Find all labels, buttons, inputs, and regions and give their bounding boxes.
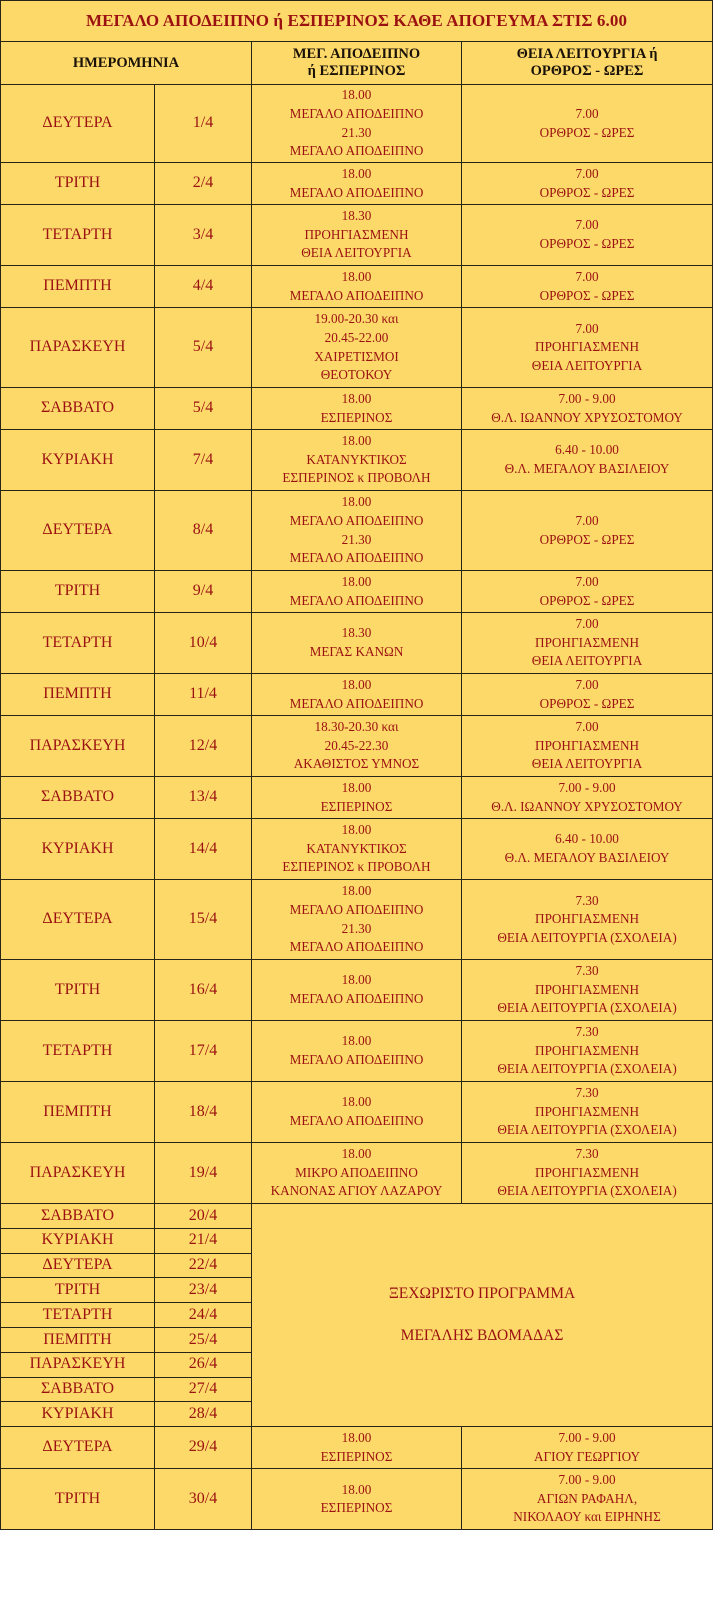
morning-cell-line: ΟΡΘΡΟΣ - ΩΡΕΣ	[539, 531, 635, 547]
evening-cell-line: ΜΕΓΑΛΟ ΑΠΟΔΕΙΠΝΟ	[289, 695, 424, 711]
date-cell: 27/4	[155, 1377, 252, 1402]
morning-cell-line: ΠΡΟΗΓΙΑΣΜΕΝΗ	[535, 1042, 639, 1058]
table-row	[1, 571, 713, 613]
day-cell: ΠΑΡΑΣΚΕΥΗ	[1, 716, 155, 777]
evening-cell-line: 18.30-20.30 και	[314, 719, 399, 735]
morning-cell	[462, 1143, 713, 1204]
morning-cell	[462, 1082, 713, 1143]
morning-cell-line: ΝΙΚΟΛΑΟΥ και ΕΙΡΗΝΗΣ	[513, 1509, 661, 1525]
evening-cell-line: 21.30	[341, 920, 372, 936]
date-cell: 8/4	[155, 491, 252, 571]
day-cell: ΔΕΥΤΕΡΑ	[1, 491, 155, 571]
morning-cell-line: ΠΡΟΗΓΙΑΣΜΕΝΗ	[535, 737, 639, 753]
evening-cell-line: ΜΕΓΑΛΟ ΑΠΟΔΕΙΠΝΟ	[289, 991, 424, 1006]
date-cell: 19/4	[155, 1143, 252, 1204]
evening-cell-line: ΘΕΟΤΟΚΟΥ	[320, 367, 393, 383]
evening-cell	[252, 163, 462, 205]
table-row	[1, 163, 713, 205]
evening-cell	[252, 1469, 462, 1530]
day-cell: ΣΑΒΒΑΤΟ	[1, 1204, 155, 1229]
header-evening	[252, 42, 462, 85]
evening-cell	[252, 491, 462, 571]
morning-cell-line: 7.00	[575, 165, 599, 181]
morning-cell-line: ΟΡΘΡΟΣ - ΩΡΕΣ	[539, 592, 635, 608]
day-cell: ΚΥΡΙΑΚΗ	[1, 430, 155, 491]
morning-cell-line: ΟΡΘΡΟΣ - ΩΡΕΣ	[539, 236, 635, 251]
morning-cell	[462, 491, 713, 571]
date-cell: 1/4	[155, 85, 252, 163]
evening-cell-line: ΚΑΝΟΝΑΣ ΑΓΙΟΥ ΛΑΖΑΡΟΥ	[270, 1183, 443, 1199]
table-row	[1, 430, 713, 491]
evening-cell-line: 18.00	[341, 433, 372, 449]
morning-cell-line: ΟΡΘΡΟΣ - ΩΡΕΣ	[539, 287, 635, 303]
date-cell: 14/4	[155, 819, 252, 880]
date-cell: 3/4	[155, 205, 252, 266]
date-cell: 13/4	[155, 777, 252, 819]
date-cell: 20/4	[155, 1204, 252, 1229]
morning-cell	[462, 388, 713, 430]
date-cell: 25/4	[155, 1327, 252, 1352]
morning-cell-line: ΘΕΙΑ ΛΕΙΤΟΥΡΓΙΑ	[531, 653, 643, 669]
day-cell: ΤΡΙΤΗ	[1, 960, 155, 1021]
evening-cell-line: ΜΕΓΑΣ ΚΑΝΩΝ	[309, 644, 404, 659]
morning-cell	[462, 777, 713, 819]
date-cell: 15/4	[155, 880, 252, 960]
evening-cell-line: 20.45-22.00	[324, 329, 389, 345]
morning-cell-line: ΟΡΘΡΟΣ - ΩΡΕΣ	[539, 695, 635, 711]
day-cell: ΠΕΜΠΤΗ	[1, 1082, 155, 1143]
table-row	[1, 674, 713, 716]
day-cell: ΤΡΙΤΗ	[1, 1278, 155, 1303]
table-row	[1, 1469, 713, 1530]
day-cell: ΣΑΒΒΑΤΟ	[1, 1377, 155, 1402]
evening-cell	[252, 571, 462, 613]
evening-cell	[252, 819, 462, 880]
evening-cell	[252, 1021, 462, 1082]
evening-cell	[252, 1427, 462, 1469]
morning-cell	[462, 1427, 713, 1469]
evening-cell-line: 18.00	[341, 883, 372, 899]
date-cell: 4/4	[155, 266, 252, 308]
morning-cell-line: ΟΡΘΡΟΣ - ΩΡΕΣ	[539, 184, 635, 200]
morning-cell-line: 6.40 - 10.00	[555, 442, 619, 458]
morning-cell-line: Θ.Λ. ΙΩΑΝΝΟΥ ΧΡΥΣΟΣΤΟΜΟΥ	[491, 798, 683, 814]
date-cell: 21/4	[155, 1228, 252, 1253]
evening-cell-line: ΕΣΠΕΡΙΝΟΣ	[320, 409, 393, 425]
evening-cell-line: ΚΑΤΑΝΥΚΤΙΚΟΣ	[306, 451, 407, 467]
morning-cell	[462, 571, 713, 613]
table-row	[1, 1021, 713, 1082]
morning-cell-line: Θ.Λ. ΜΕΓΑΛΟΥ ΒΑΣΙΛΕΙΟΥ	[504, 850, 670, 865]
morning-cell-line: 7.00	[575, 616, 599, 632]
date-cell: 5/4	[155, 388, 252, 430]
morning-cell-line: ΠΡΟΗΓΙΑΣΜΕΝΗ	[535, 339, 639, 355]
table-row	[1, 491, 713, 571]
morning-cell	[462, 163, 713, 205]
schedule-title: ΜΕΓΑΛΟ ΑΠΟΔΕΙΠΝΟ ή ΕΣΠΕΡΙΝΟΣ ΚΑΘΕ ΑΠΟΓΕΥΜΑ ΣΤΙΣ 6.00	[1, 1, 713, 42]
evening-cell	[252, 85, 462, 163]
evening-cell-line: 18.00	[341, 1430, 372, 1446]
evening-cell-line: ΜΕΓΑΛΟ ΑΠΟΔΕΙΠΝΟ	[289, 105, 424, 121]
morning-cell	[462, 613, 713, 674]
evening-cell	[252, 716, 462, 777]
table-row	[1, 613, 713, 674]
morning-cell	[462, 1021, 713, 1082]
day-cell: ΤΡΙΤΗ	[1, 571, 155, 613]
header-morning-line: ΟΡΘΡΟΣ - ΩΡΕΣ	[530, 63, 644, 79]
evening-cell-line: 20.45-22.30	[324, 737, 389, 753]
date-cell: 18/4	[155, 1082, 252, 1143]
morning-cell	[462, 880, 713, 960]
morning-cell-line: Θ.Λ. ΜΕΓΑΛΟΥ ΒΑΣΙΛΕΙΟΥ	[504, 461, 670, 476]
date-cell: 22/4	[155, 1253, 252, 1278]
day-cell: ΚΥΡΙΑΚΗ	[1, 1228, 155, 1253]
evening-cell-line: ΚΑΤΑΝΥΚΤΙΚΟΣ	[306, 840, 407, 856]
date-cell: 16/4	[155, 960, 252, 1021]
morning-cell-line: 7.00 - 9.00	[558, 1430, 616, 1446]
morning-cell	[462, 716, 713, 777]
morning-cell	[462, 205, 713, 266]
evening-cell-line: 18.00	[341, 1033, 372, 1049]
evening-cell-line: ΜΕΓΑΛΟ ΑΠΟΔΕΙΠΝΟ	[289, 939, 424, 955]
table-row	[1, 308, 713, 388]
evening-cell	[252, 674, 462, 716]
table-row	[1, 1082, 713, 1143]
morning-cell-line: ΘΕΙΑ ΛΕΙΤΟΥΡΓΙΑ (ΣΧΟΛΕΙΑ)	[497, 929, 677, 945]
morning-cell-line: ΠΡΟΗΓΙΑΣΜΕΝΗ	[535, 911, 639, 927]
morning-cell-line: ΑΓΙΟΥ ΓΕΩΡΓΙΟΥ	[534, 1448, 640, 1464]
day-cell: ΠΑΡΑΣΚΕΥΗ	[1, 1143, 155, 1204]
morning-cell-line: 7.30	[575, 963, 599, 979]
date-cell: 24/4	[155, 1303, 252, 1328]
evening-cell-line: 19.00-20.30 και	[314, 311, 399, 327]
evening-cell-line: ΜΕΓΑΛΟ ΑΠΟΔΕΙΠΝΟ	[289, 184, 424, 200]
evening-cell-line: 18.00	[341, 268, 372, 284]
table-row	[1, 777, 713, 819]
evening-cell	[252, 308, 462, 388]
morning-cell-line: Θ.Λ. ΙΩΑΝΝΟΥ ΧΡΥΣΟΣΤΟΜΟΥ	[491, 409, 683, 425]
date-cell: 23/4	[155, 1278, 252, 1303]
day-cell: ΠΕΜΠΤΗ	[1, 674, 155, 716]
morning-cell-line: 7.00 - 9.00	[558, 390, 616, 406]
evening-cell-line: ΕΣΠΕΡΙΝΟΣ	[320, 798, 393, 814]
morning-cell-line: ΘΕΙΑ ΛΕΙΤΟΥΡΓΙΑ (ΣΧΟΛΕΙΑ)	[497, 1122, 677, 1138]
table-row	[1, 716, 713, 777]
evening-cell-line: ΕΣΠΕΡΙΝΟΣ	[320, 1448, 393, 1464]
evening-cell-line: ΧΑΙΡΕΤΙΣΜΟΙ	[314, 348, 399, 364]
morning-cell-line: ΘΕΙΑ ΛΕΙΤΟΥΡΓΙΑ (ΣΧΟΛΕΙΑ)	[497, 1061, 677, 1077]
morning-cell-line: ΠΡΟΗΓΙΑΣΜΕΝΗ	[535, 634, 639, 650]
evening-cell-line: 18.00	[341, 573, 372, 589]
day-cell: ΔΕΥΤΕΡΑ	[1, 85, 155, 163]
morning-cell-line: 7.30	[575, 1085, 599, 1101]
morning-cell-line: 7.00	[575, 217, 599, 233]
date-cell: 28/4	[155, 1402, 252, 1427]
header-morning-line: ΘΕΙΑ ΛΕΙΤΟΥΡΓΙΑ ή	[516, 46, 658, 62]
morning-cell-line: ΑΓΙΩΝ ΡΑΦΑΗΛ,	[536, 1490, 638, 1506]
morning-cell	[462, 430, 713, 491]
morning-cell-line: 7.00	[575, 676, 599, 692]
day-cell: ΠΕΜΠΤΗ	[1, 1327, 155, 1352]
morning-cell-line: 7.00	[575, 573, 599, 589]
evening-cell-line: ΑΚΑΘΙΣΤΟΣ ΥΜΝΟΣ	[293, 756, 420, 772]
morning-cell-line: 7.00	[575, 512, 599, 528]
table-row	[1, 205, 713, 266]
morning-cell-line: ΟΡΘΡΟΣ - ΩΡΕΣ	[539, 124, 635, 140]
day-cell: ΤΡΙΤΗ	[1, 1469, 155, 1530]
evening-cell	[252, 266, 462, 308]
date-cell: 17/4	[155, 1021, 252, 1082]
morning-cell-line: ΘΕΙΑ ΛΕΙΤΟΥΡΓΙΑ (ΣΧΟΛΕΙΑ)	[497, 1000, 677, 1016]
evening-cell	[252, 205, 462, 266]
morning-cell	[462, 308, 713, 388]
evening-cell	[252, 1143, 462, 1204]
evening-cell-line: ΕΣΠΕΡΙΝΟΣ	[320, 1500, 393, 1516]
table-row	[1, 266, 713, 308]
evening-cell-line: 18.00	[341, 822, 372, 838]
table-row	[1, 880, 713, 960]
day-cell: ΔΕΥΤΕΡΑ	[1, 880, 155, 960]
evening-cell-line: ΘΕΙΑ ΛΕΙΤΟΥΡΓΙΑ	[301, 245, 412, 261]
evening-cell-line: 18.00	[341, 87, 372, 103]
evening-cell-line: 18.00	[341, 1481, 372, 1497]
day-cell: ΤΡΙΤΗ	[1, 163, 155, 205]
evening-cell	[252, 430, 462, 491]
evening-cell	[252, 960, 462, 1021]
evening-cell-line: ΜΕΓΑΛΟ ΑΠΟΔΕΙΠΝΟ	[289, 592, 424, 608]
evening-cell-line: 18.00	[341, 972, 372, 988]
evening-cell-line: 18.00	[341, 676, 372, 692]
morning-cell-line: 7.30	[575, 892, 599, 908]
evening-cell-line: ΠΡΟΗΓΙΑΣΜΕΝΗ	[304, 226, 409, 242]
day-cell: ΚΥΡΙΑΚΗ	[1, 1402, 155, 1427]
evening-cell-line: ΜΙΚΡΟ ΑΠΟΔΕΙΠΝΟ	[295, 1164, 418, 1180]
morning-cell-line: ΠΡΟΗΓΙΑΣΜΕΝΗ	[535, 981, 639, 997]
date-cell: 5/4	[155, 308, 252, 388]
evening-cell-line: ΜΕΓΑΛΟ ΑΠΟΔΕΙΠΝΟ	[289, 550, 424, 566]
header-date: ΗΜΕΡΟΜΗΝΙΑ	[1, 42, 252, 85]
evening-cell-line: 21.30	[341, 531, 372, 547]
morning-cell	[462, 819, 713, 880]
evening-cell-line: 18.00	[341, 779, 372, 795]
holy-week-note	[252, 1204, 713, 1427]
evening-cell-line: ΜΕΓΑΛΟ ΑΠΟΔΕΙΠΝΟ	[289, 143, 424, 159]
morning-cell-line: ΘΕΙΑ ΛΕΙΤΟΥΡΓΙΑ	[531, 756, 643, 772]
morning-cell-line: ΠΡΟΗΓΙΑΣΜΕΝΗ	[535, 1103, 639, 1119]
table-row	[1, 819, 713, 880]
evening-cell-line: ΜΕΓΑΛΟ ΑΠΟΔΕΙΠΝΟ	[289, 1113, 424, 1128]
evening-cell-line: ΜΕΓΑΛΟ ΑΠΟΔΕΙΠΝΟ	[289, 1052, 424, 1067]
evening-cell-line: 21.30	[341, 124, 372, 140]
holy-week-note-line: ΜΕΓΑΛΗΣ ΒΔΟΜΑΔΑΣ	[400, 1327, 564, 1345]
table-row	[1, 388, 713, 430]
table-row	[1, 1427, 713, 1469]
evening-cell	[252, 777, 462, 819]
day-cell: ΠΕΜΠΤΗ	[1, 266, 155, 308]
morning-cell-line: 6.40 - 10.00	[555, 831, 619, 847]
morning-cell	[462, 674, 713, 716]
evening-cell-line: ΜΕΓΑΛΟ ΑΠΟΔΕΙΠΝΟ	[289, 901, 424, 917]
date-cell: 7/4	[155, 430, 252, 491]
evening-cell	[252, 613, 462, 674]
date-cell: 30/4	[155, 1469, 252, 1530]
morning-cell-line: 7.30	[575, 1146, 599, 1162]
morning-cell-line: 7.00	[575, 320, 599, 336]
evening-cell-line: ΜΕΓΑΛΟ ΑΠΟΔΕΙΠΝΟ	[289, 512, 424, 528]
evening-cell-line: 18.00	[341, 165, 372, 181]
holy-week-note-line: ΞΕΧΩΡΙΣΤΟ ΠΡΟΓΡΑΜΜΑ	[388, 1285, 576, 1303]
day-cell: ΣΑΒΒΑΤΟ	[1, 388, 155, 430]
date-cell: 2/4	[155, 163, 252, 205]
evening-cell	[252, 388, 462, 430]
header-evening-line: ΜΕΓ. ΑΠΟΔΕΙΠΝΟ	[292, 46, 421, 62]
evening-cell-line: ΕΣΠΕΡΙΝΟΣ κ ΠΡΟΒΟΛΗ	[282, 470, 431, 486]
date-cell: 29/4	[155, 1427, 252, 1469]
morning-cell-line: ΘΕΙΑ ΛΕΙΤΟΥΡΓΙΑ (ΣΧΟΛΕΙΑ)	[497, 1183, 677, 1199]
day-cell: ΔΕΥΤΕΡΑ	[1, 1427, 155, 1469]
day-cell: ΤΕΤΑΡΤΗ	[1, 613, 155, 674]
evening-cell-line: 18.30	[341, 625, 372, 641]
evening-cell-line: ΜΕΓΑΛΟ ΑΠΟΔΕΙΠΝΟ	[289, 287, 424, 303]
morning-cell-line: 7.00	[575, 105, 599, 121]
table-row	[1, 1143, 713, 1204]
evening-cell-line: 18.30	[341, 208, 372, 224]
day-cell: ΣΑΒΒΑΤΟ	[1, 777, 155, 819]
table-row	[1, 85, 713, 163]
evening-cell	[252, 880, 462, 960]
date-cell: 26/4	[155, 1352, 252, 1377]
morning-cell-line: 7.00 - 9.00	[558, 1472, 616, 1488]
day-cell: ΠΑΡΑΣΚΕΥΗ	[1, 308, 155, 388]
morning-cell-line: ΠΡΟΗΓΙΑΣΜΕΝΗ	[535, 1164, 639, 1180]
morning-cell	[462, 266, 713, 308]
day-cell: ΤΕΤΑΡΤΗ	[1, 205, 155, 266]
table-row	[1, 1204, 713, 1229]
day-cell: ΤΕΤΑΡΤΗ	[1, 1021, 155, 1082]
morning-cell	[462, 1469, 713, 1530]
day-cell: ΚΥΡΙΑΚΗ	[1, 819, 155, 880]
morning-cell-line: 7.00	[575, 719, 599, 735]
morning-cell	[462, 960, 713, 1021]
morning-cell-line: ΘΕΙΑ ΛΕΙΤΟΥΡΓΙΑ	[531, 357, 643, 373]
header-morning	[462, 42, 713, 85]
day-cell: ΠΑΡΑΣΚΕΥΗ	[1, 1352, 155, 1377]
table-row	[1, 960, 713, 1021]
date-cell: 12/4	[155, 716, 252, 777]
evening-cell-line: ΕΣΠΕΡΙΝΟΣ κ ΠΡΟΒΟΛΗ	[282, 859, 431, 875]
morning-cell	[462, 85, 713, 163]
evening-cell	[252, 1082, 462, 1143]
header-evening-line: ή ΕΣΠΕΡΙΝΟΣ	[307, 63, 406, 79]
evening-cell-line: 18.00	[341, 494, 372, 510]
evening-cell-line: 18.00	[341, 390, 372, 406]
date-cell: 11/4	[155, 674, 252, 716]
day-cell: ΤΕΤΑΡΤΗ	[1, 1303, 155, 1328]
morning-cell-line: 7.00 - 9.00	[558, 779, 616, 795]
date-cell: 10/4	[155, 613, 252, 674]
day-cell: ΔΕΥΤΕΡΑ	[1, 1253, 155, 1278]
evening-cell-line: 18.00	[341, 1146, 372, 1162]
date-cell: 9/4	[155, 571, 252, 613]
morning-cell-line: 7.30	[575, 1024, 599, 1040]
morning-cell-line: 7.00	[575, 268, 599, 284]
evening-cell-line: 18.00	[341, 1094, 372, 1110]
